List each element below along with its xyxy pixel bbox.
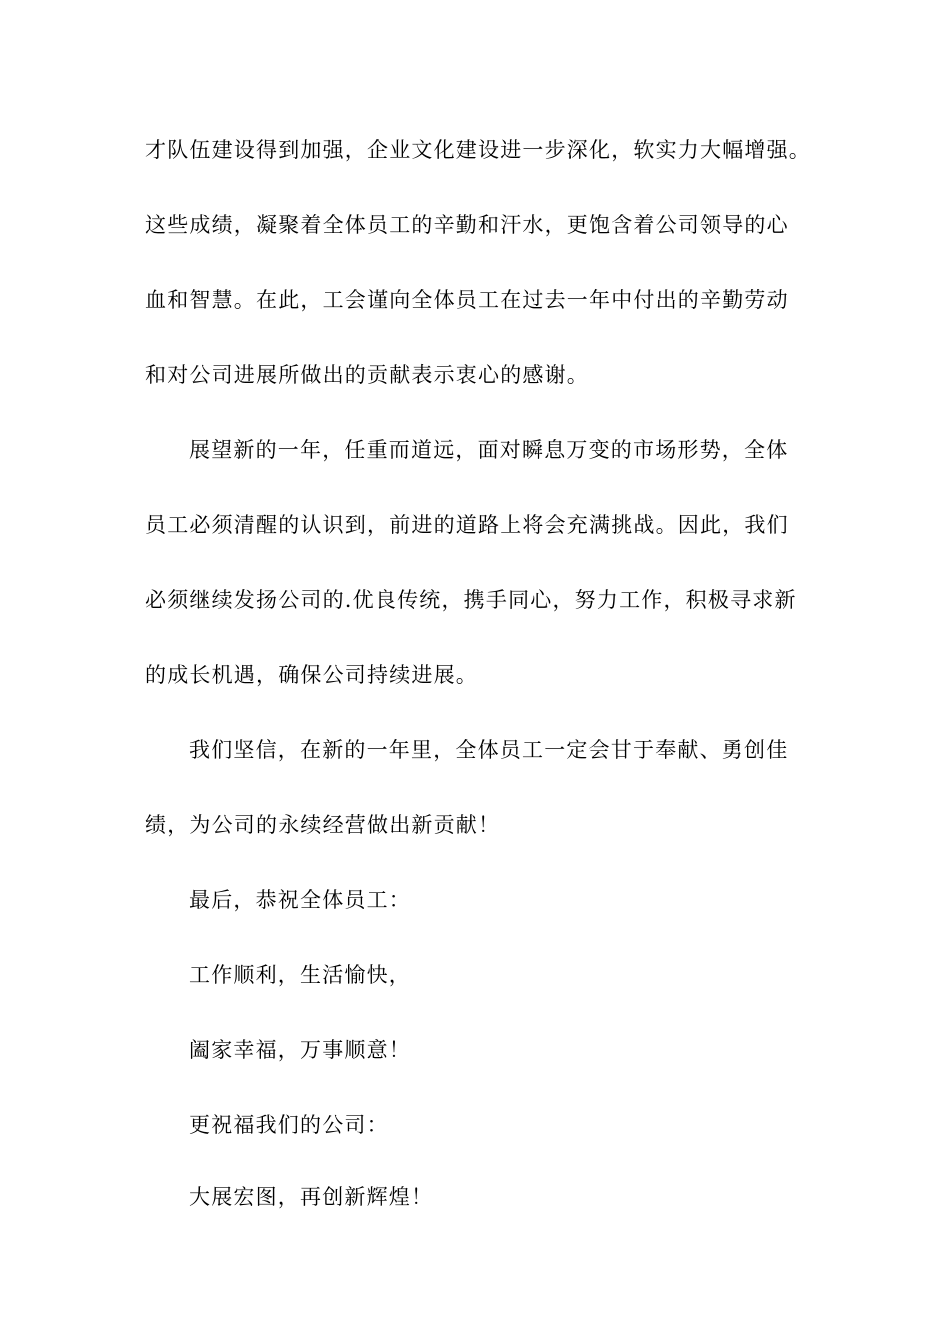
closing-line-1: 最后，恭祝全体员工：	[189, 888, 411, 912]
closing-line-4: 更祝福我们的公司：	[189, 1113, 389, 1137]
closing-line-2: 工作顺利，生活愉快，	[189, 963, 411, 987]
paragraph-line-4: 和对公司进展所做出的贡献表示衷心的感谢。	[145, 363, 589, 387]
paragraph-line-5: 展望新的一年，任重而道远，面对瞬息万变的市场形势，全体	[189, 438, 789, 462]
paragraph-line-7: 必须继续发扬公司的.优良传统，携手同心，努力工作，积极寻求新	[145, 588, 797, 612]
paragraph-line-10: 绩，为公司的永续经营做出新贡献！	[145, 813, 501, 837]
paragraph-line-3: 血和智慧。在此，工会谨向全体员工在过去一年中付出的辛勤劳动	[145, 288, 789, 312]
paragraph-line-2: 这些成绩，凝聚着全体员工的辛勤和汗水，更饱含着公司领导的心	[145, 213, 789, 237]
paragraph-line-1: 才队伍建设得到加强，企业文化建设进一步深化，软实力大幅增强。	[145, 138, 811, 162]
closing-line-5: 大展宏图，再创新辉煌！	[189, 1185, 434, 1209]
closing-line-3: 阖家幸福，万事顺意！	[189, 1038, 411, 1062]
paragraph-line-6: 员工必须清醒的认识到，前进的道路上将会充满挑战。因此，我们	[145, 513, 789, 537]
paragraph-line-8: 的成长机遇，确保公司持续进展。	[145, 663, 478, 687]
paragraph-line-9: 我们坚信，在新的一年里，全体员工一定会甘于奉献、勇创佳	[189, 738, 789, 762]
